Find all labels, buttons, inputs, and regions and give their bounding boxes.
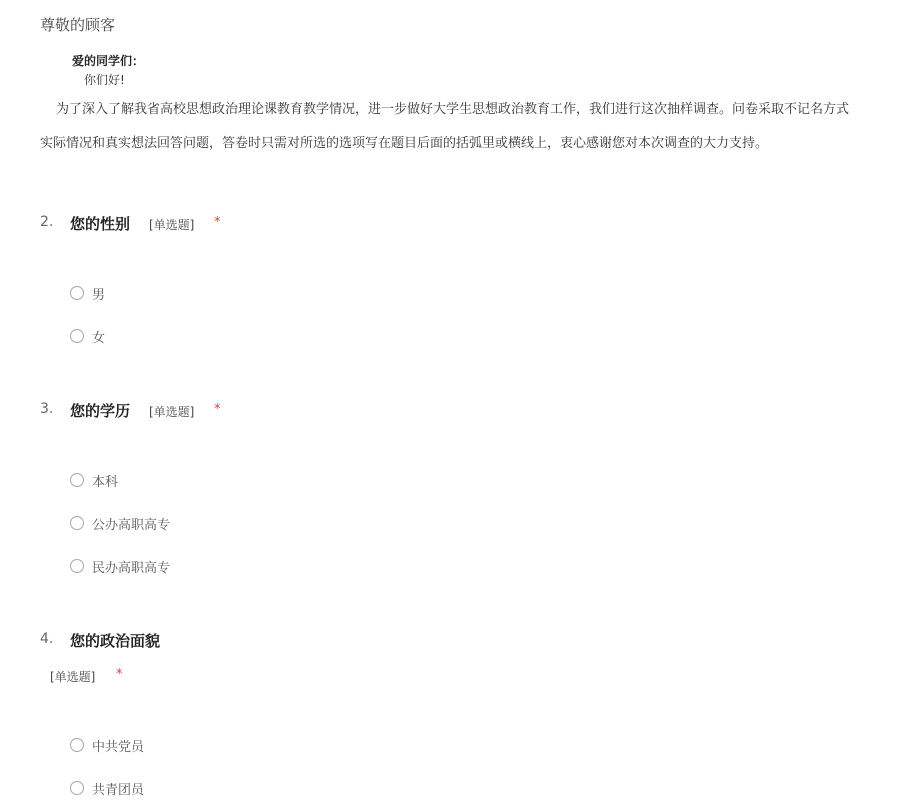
question-title: 您的性别 — [70, 215, 131, 233]
question-type-badge: [单选题] — [149, 405, 195, 419]
intro-paragraph-line2: 实际情况和真实想法回答问题，答卷时只需对所选的选项写在题目后面的括弧里或横线上，衷心感谢您对本次调查的大力支持。 — [40, 136, 769, 151]
option-label: 共青团员 — [92, 782, 145, 798]
option-label: 本科 — [92, 474, 119, 490]
question-type-badge: [单选题] — [149, 218, 195, 232]
option-undergraduate[interactable] — [70, 470, 118, 490]
option-label: 公办高职高专 — [92, 517, 171, 533]
question-number: 2. — [40, 214, 54, 230]
radio-button[interactable] — [70, 738, 84, 752]
question-number: 4. — [40, 631, 54, 647]
option-male[interactable] — [70, 283, 105, 303]
required-marker: * — [214, 402, 221, 417]
greeting-text: 尊敬的顾客 — [40, 16, 116, 34]
option-label: 女 — [92, 330, 106, 346]
radio-button[interactable] — [70, 286, 84, 300]
intro-paragraph-line1: 为了深入了解我省高校思想政治理论课教育教学情况，进一步做好大学生思想政治教育工作，我们进行这次抽样调查。问卷采取不记名方式 — [56, 102, 850, 117]
option-public-vocational[interactable] — [70, 513, 170, 533]
radio-button[interactable] — [70, 781, 84, 795]
question-type-badge: [单选题] — [50, 670, 96, 684]
option-female[interactable] — [70, 326, 105, 346]
radio-button[interactable] — [70, 473, 84, 487]
radio-button[interactable] — [70, 559, 84, 573]
option-party-member[interactable] — [70, 735, 144, 755]
question-number: 3. — [40, 401, 54, 417]
salutation-text: 爱的同学们： — [72, 54, 145, 68]
option-private-vocational[interactable] — [70, 556, 170, 576]
option-league-member[interactable] — [70, 778, 144, 798]
radio-button[interactable] — [70, 329, 84, 343]
question-title: 您的政治面貌 — [70, 632, 161, 650]
option-label: 中共党员 — [92, 739, 145, 755]
required-marker: * — [214, 215, 221, 230]
option-label: 民办高职高专 — [92, 560, 171, 576]
option-label: 男 — [92, 287, 106, 303]
hello-text: 你们好! — [84, 73, 125, 87]
question-title: 您的学历 — [70, 402, 131, 420]
radio-button[interactable] — [70, 516, 84, 530]
required-marker: * — [116, 667, 123, 682]
